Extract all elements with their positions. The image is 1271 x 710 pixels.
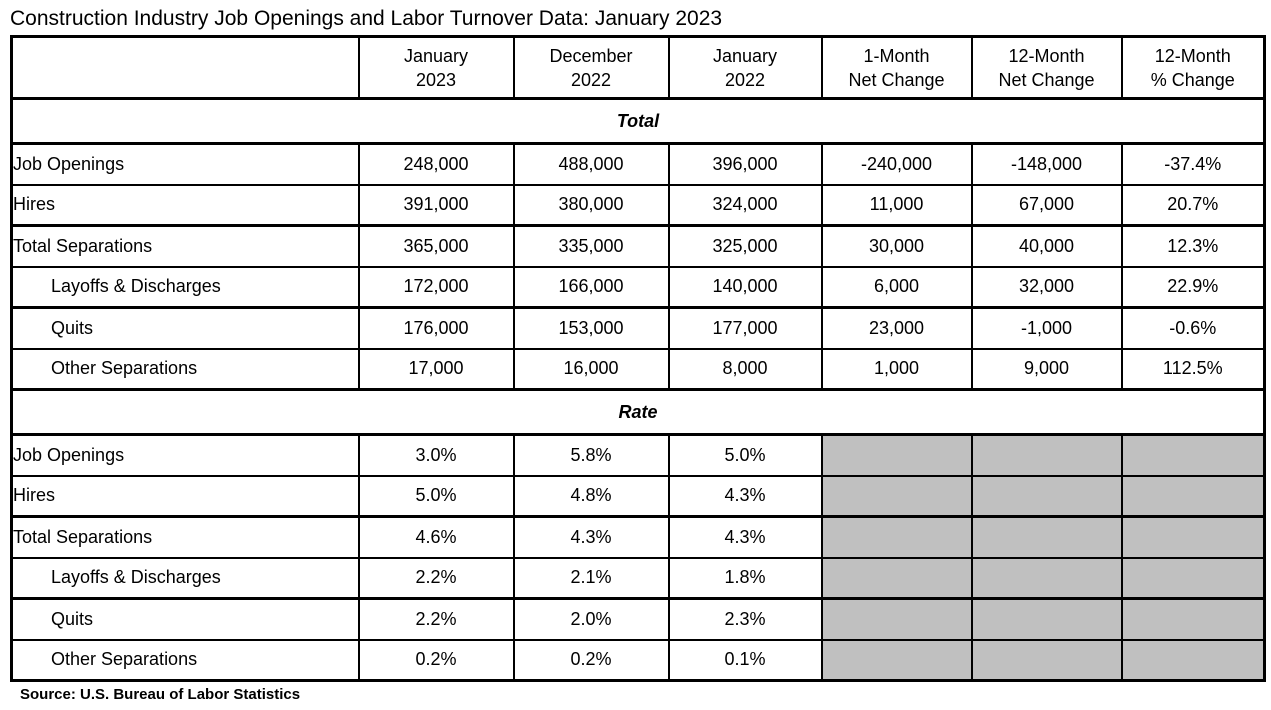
shaded-cell bbox=[1122, 435, 1265, 476]
row-label: Hires bbox=[12, 476, 359, 517]
value-cell: 1.8% bbox=[669, 558, 822, 599]
shaded-cell bbox=[972, 558, 1122, 599]
value-cell: 140,000 bbox=[669, 267, 822, 308]
value-cell: 2.2% bbox=[359, 558, 514, 599]
shaded-cell bbox=[972, 517, 1122, 558]
column-header-line: January bbox=[712, 45, 778, 66]
value-cell: 3.0% bbox=[359, 435, 514, 476]
value-cell: 396,000 bbox=[669, 144, 822, 185]
column-header bbox=[359, 37, 514, 99]
value-cell: 172,000 bbox=[359, 267, 514, 308]
value-cell: 8,000 bbox=[669, 349, 822, 390]
value-cell: 4.8% bbox=[514, 476, 669, 517]
row-label: Total Separations bbox=[12, 226, 359, 267]
value-cell: 4.6% bbox=[359, 517, 514, 558]
row-label: Job Openings bbox=[12, 435, 359, 476]
page-title: Construction Industry Job Openings and Labor Turnover Data: January 2023 bbox=[10, 7, 723, 30]
value-cell: 488,000 bbox=[514, 144, 669, 185]
column-header-line: 2022 bbox=[570, 69, 612, 90]
value-cell: 324,000 bbox=[669, 185, 822, 226]
value-cell: -1,000 bbox=[972, 308, 1122, 349]
value-cell: 325,000 bbox=[669, 226, 822, 267]
value-cell: 2.1% bbox=[514, 558, 669, 599]
row-label: Other Separations bbox=[12, 349, 359, 390]
value-cell: 5.0% bbox=[359, 476, 514, 517]
column-header bbox=[669, 37, 822, 99]
table-body bbox=[12, 99, 1265, 681]
header-row bbox=[12, 37, 1265, 99]
source-note: Source: U.S. Bureau of Labor Statistics bbox=[20, 686, 301, 703]
shaded-cell bbox=[972, 599, 1122, 640]
row-label: Layoffs & Discharges bbox=[12, 267, 359, 308]
value-cell: 30,000 bbox=[822, 226, 972, 267]
value-cell: 4.3% bbox=[669, 517, 822, 558]
row-label: Job Openings bbox=[12, 144, 359, 185]
table-row bbox=[12, 517, 1265, 558]
value-cell: 391,000 bbox=[359, 185, 514, 226]
column-header-line: 12-Month bbox=[1008, 45, 1085, 66]
column-header bbox=[1122, 37, 1265, 99]
value-cell: -0.6% bbox=[1122, 308, 1265, 349]
column-header-line: 1-Month bbox=[863, 45, 930, 66]
shaded-cell bbox=[972, 476, 1122, 517]
value-cell: 22.9% bbox=[1122, 267, 1265, 308]
value-cell: 248,000 bbox=[359, 144, 514, 185]
table-row bbox=[12, 308, 1265, 349]
value-cell: 17,000 bbox=[359, 349, 514, 390]
value-cell: 9,000 bbox=[972, 349, 1122, 390]
shaded-cell bbox=[822, 517, 972, 558]
shaded-cell bbox=[1122, 640, 1265, 681]
value-cell: 365,000 bbox=[359, 226, 514, 267]
value-cell: 5.8% bbox=[514, 435, 669, 476]
table-row bbox=[12, 476, 1265, 517]
value-cell: 16,000 bbox=[514, 349, 669, 390]
value-cell: 335,000 bbox=[514, 226, 669, 267]
row-label: Hires bbox=[12, 185, 359, 226]
value-cell: 5.0% bbox=[669, 435, 822, 476]
column-header-line: 2023 bbox=[415, 69, 457, 90]
value-cell: -240,000 bbox=[822, 144, 972, 185]
value-cell: 112.5% bbox=[1122, 349, 1265, 390]
value-cell: 4.3% bbox=[669, 476, 822, 517]
column-header-line: Net Change bbox=[848, 69, 945, 90]
value-cell: 166,000 bbox=[514, 267, 669, 308]
column-header bbox=[822, 37, 972, 99]
value-cell: 0.2% bbox=[514, 640, 669, 681]
row-label: Quits bbox=[12, 599, 359, 640]
value-cell: 67,000 bbox=[972, 185, 1122, 226]
row-label: Layoffs & Discharges bbox=[12, 558, 359, 599]
column-header-line: December bbox=[549, 45, 633, 66]
value-cell: 4.3% bbox=[514, 517, 669, 558]
table-row bbox=[12, 435, 1265, 476]
table-row bbox=[12, 349, 1265, 390]
table-row bbox=[12, 185, 1265, 226]
value-cell: 23,000 bbox=[822, 308, 972, 349]
row-label: Other Separations bbox=[12, 640, 359, 681]
value-cell: 1,000 bbox=[822, 349, 972, 390]
section-band-label: Total bbox=[12, 99, 1265, 144]
column-header-line: January bbox=[403, 45, 469, 66]
table-row bbox=[12, 558, 1265, 599]
table-row bbox=[12, 144, 1265, 185]
table-row bbox=[12, 267, 1265, 308]
table-row bbox=[12, 226, 1265, 267]
shaded-cell bbox=[822, 599, 972, 640]
column-header-line: 12-Month bbox=[1154, 45, 1231, 66]
jolts-table bbox=[10, 35, 1266, 682]
table-row bbox=[12, 599, 1265, 640]
shaded-cell bbox=[972, 640, 1122, 681]
value-cell: 0.2% bbox=[359, 640, 514, 681]
value-cell: 380,000 bbox=[514, 185, 669, 226]
value-cell: 0.1% bbox=[669, 640, 822, 681]
section-band-label: Rate bbox=[12, 390, 1265, 435]
value-cell: 11,000 bbox=[822, 185, 972, 226]
column-header bbox=[972, 37, 1122, 99]
table-row bbox=[12, 640, 1265, 681]
shaded-cell bbox=[1122, 517, 1265, 558]
value-cell: 153,000 bbox=[514, 308, 669, 349]
column-header-line: Net Change bbox=[998, 69, 1095, 90]
shaded-cell bbox=[822, 435, 972, 476]
value-cell: -148,000 bbox=[972, 144, 1122, 185]
column-header-line: 2022 bbox=[724, 69, 766, 90]
row-label: Quits bbox=[12, 308, 359, 349]
shaded-cell bbox=[822, 476, 972, 517]
shaded-cell bbox=[822, 558, 972, 599]
value-cell: 12.3% bbox=[1122, 226, 1265, 267]
value-cell: 6,000 bbox=[822, 267, 972, 308]
shaded-cell bbox=[822, 640, 972, 681]
section-band-row bbox=[12, 99, 1265, 144]
value-cell: 176,000 bbox=[359, 308, 514, 349]
section-band-row bbox=[12, 390, 1265, 435]
column-header-line: % Change bbox=[1150, 69, 1235, 90]
table-header bbox=[12, 37, 1265, 99]
value-cell: -37.4% bbox=[1122, 144, 1265, 185]
value-cell: 2.3% bbox=[669, 599, 822, 640]
row-label: Total Separations bbox=[12, 517, 359, 558]
shaded-cell bbox=[1122, 558, 1265, 599]
value-cell: 32,000 bbox=[972, 267, 1122, 308]
shaded-cell bbox=[1122, 476, 1265, 517]
value-cell: 2.2% bbox=[359, 599, 514, 640]
value-cell: 177,000 bbox=[669, 308, 822, 349]
value-cell: 20.7% bbox=[1122, 185, 1265, 226]
header-blank bbox=[12, 37, 359, 99]
value-cell: 40,000 bbox=[972, 226, 1122, 267]
value-cell: 2.0% bbox=[514, 599, 669, 640]
column-header bbox=[514, 37, 669, 99]
shaded-cell bbox=[972, 435, 1122, 476]
shaded-cell bbox=[1122, 599, 1265, 640]
